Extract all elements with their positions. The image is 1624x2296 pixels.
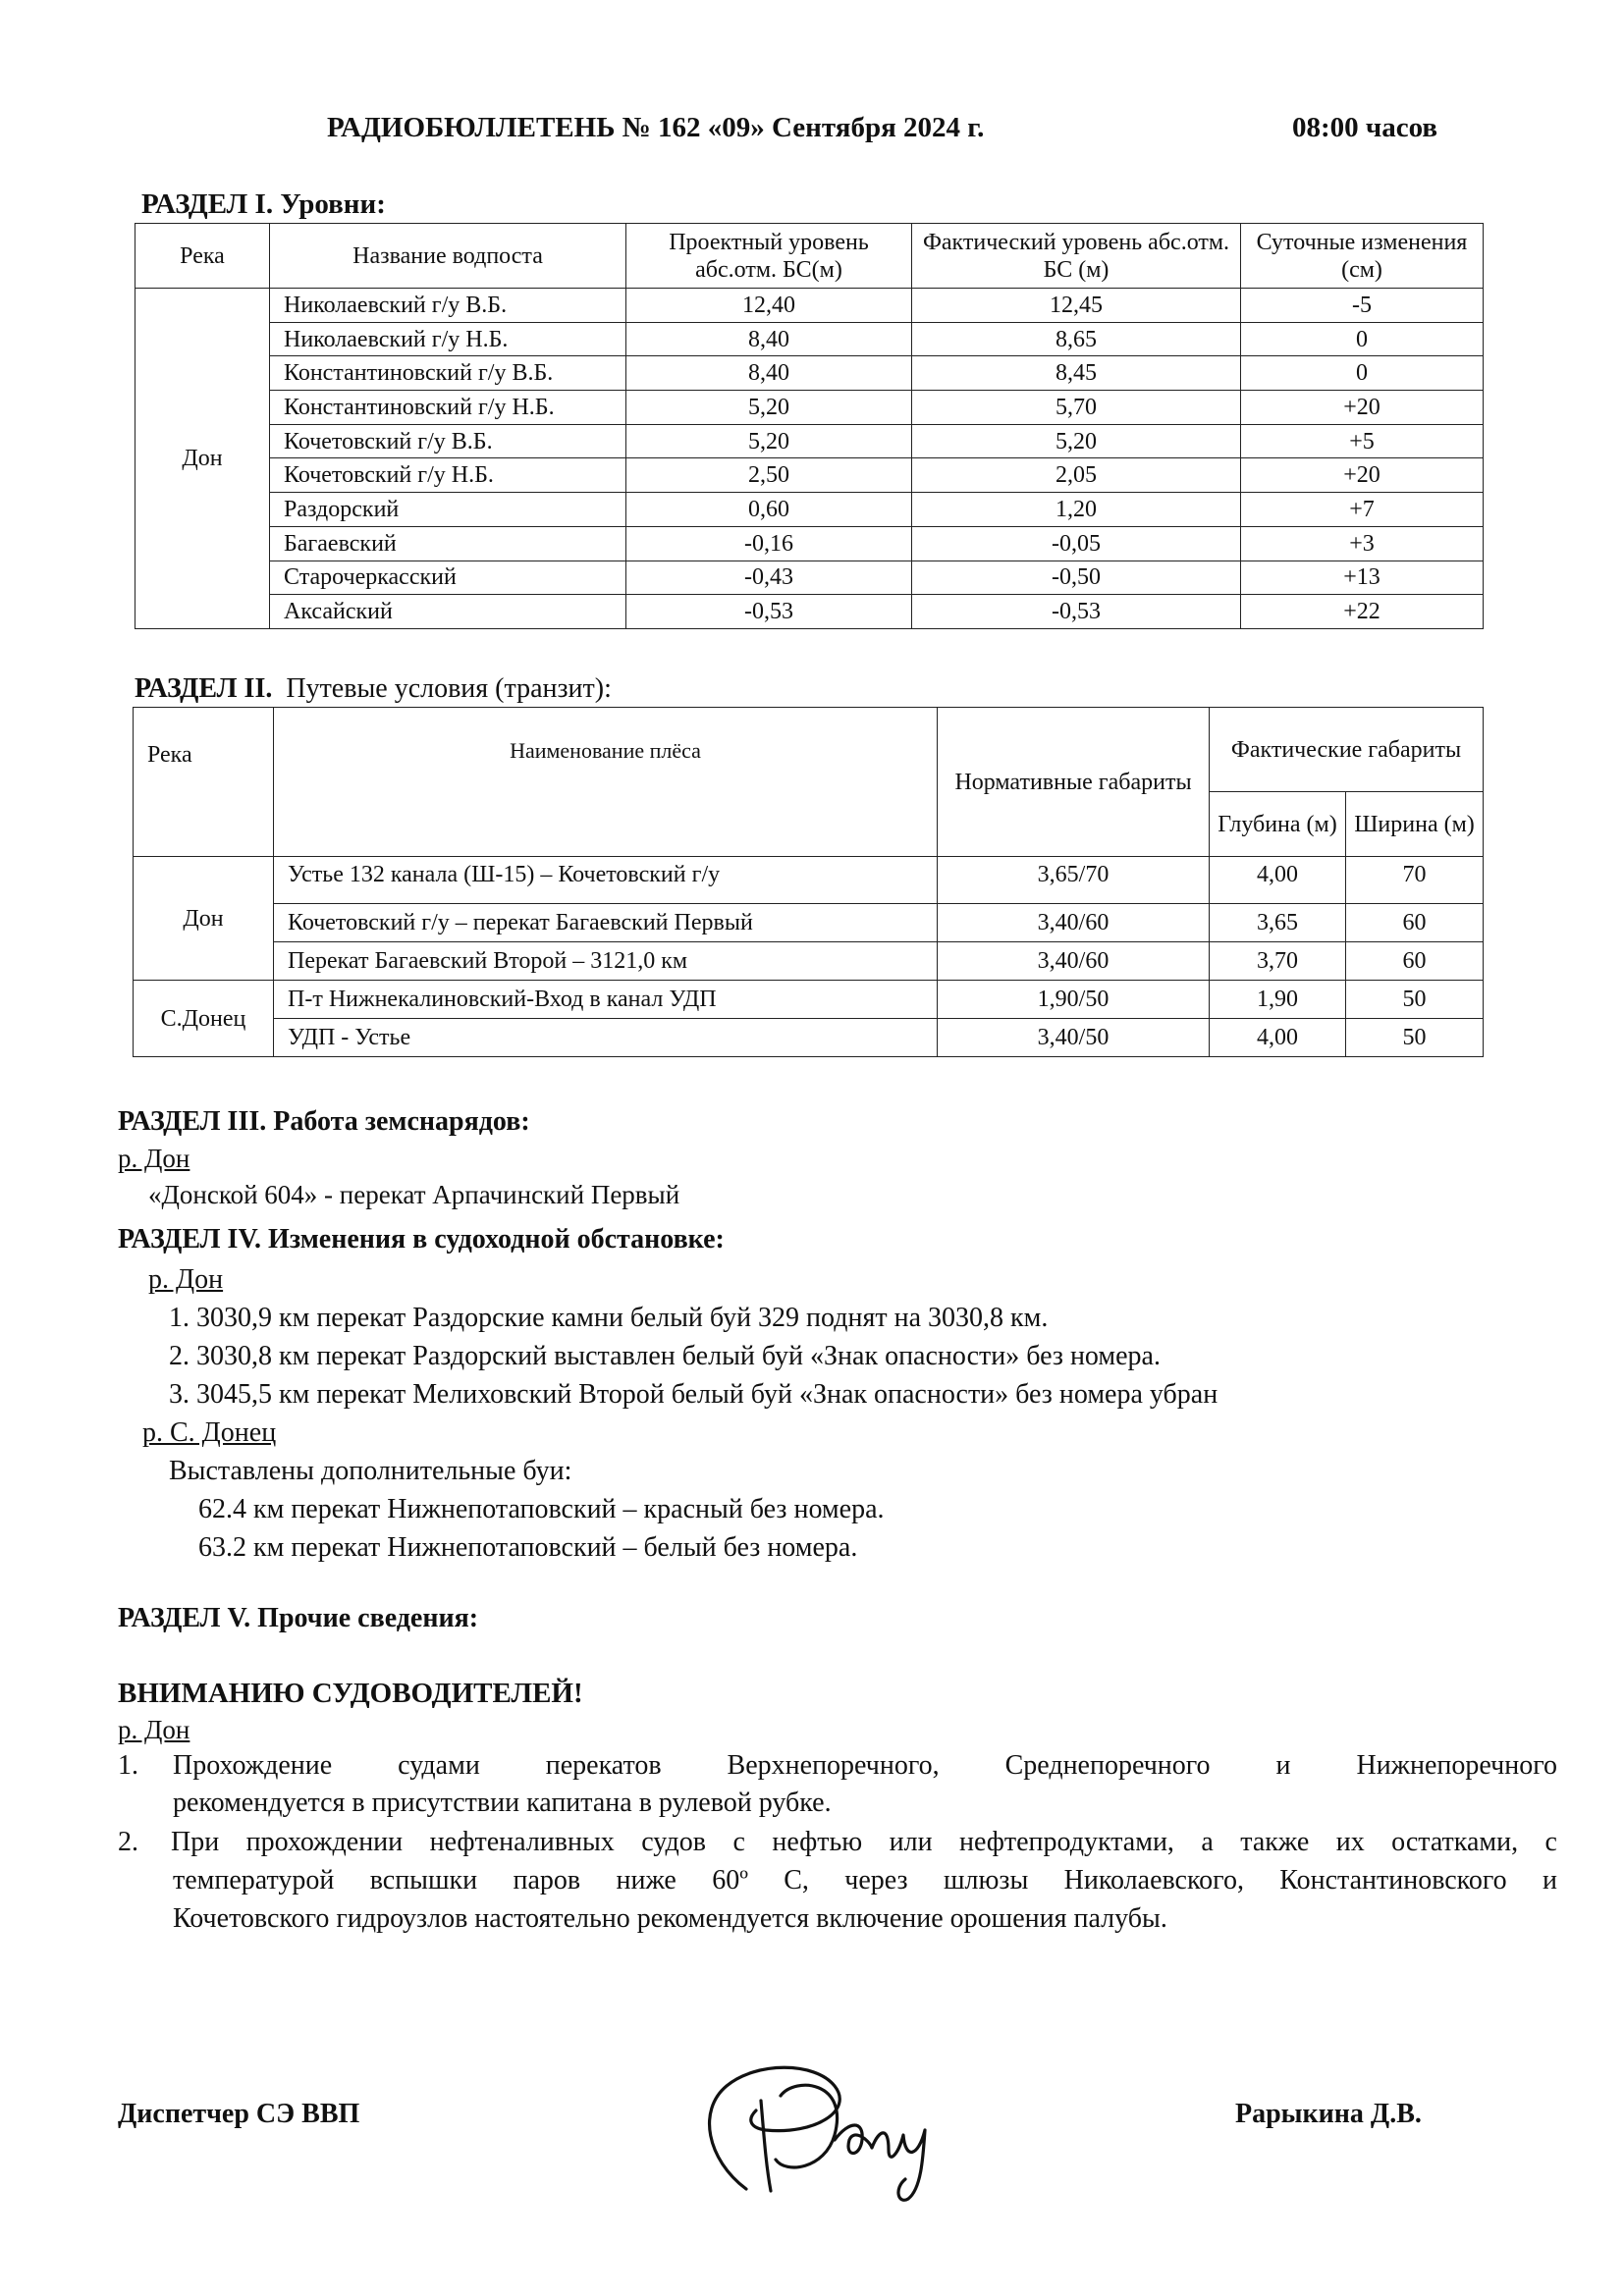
levels-row: [135, 424, 1484, 458]
bulletin-time: 08:00 часов: [1292, 112, 1438, 143]
attention-item-2-number: 2.: [118, 1827, 138, 1857]
levels-header-row: [135, 224, 1484, 289]
col-header-daily-change: Суточные изменения (см): [1241, 224, 1484, 289]
section5-heading: РАЗДЕЛ V. Прочие сведения:: [118, 1603, 479, 1633]
actual-depth-value: 3,70: [1210, 942, 1346, 981]
col-header-depth: Глубина (м): [1210, 792, 1346, 857]
actual-width-value: 70: [1346, 857, 1484, 904]
project-level-value: -0,16: [626, 526, 912, 561]
section4-buoys-intro: Выставлены дополнительные буи:: [169, 1456, 572, 1486]
project-level-value: 12,40: [626, 289, 912, 323]
actual-level-value: 8,65: [912, 322, 1241, 356]
levels-row: [135, 595, 1484, 629]
levels-row: [135, 458, 1484, 493]
levels-row: [135, 322, 1484, 356]
bulletin-title: РАДИОБЮЛЛЕТЕНЬ № 162 «09» Сентября 2024 г.: [327, 112, 985, 143]
section2-heading: [135, 672, 612, 706]
project-level-value: -0,53: [626, 595, 912, 629]
daily-change-value: +20: [1241, 391, 1484, 425]
section4-buoy-2: 63.2 км перекат Нижнепотаповский – белый без номера.: [198, 1532, 858, 1563]
attention-item-1-line-1: Прохождение судами перекатов Верхнепоречного, Среднепоречного и Нижнепоречного: [173, 1750, 1557, 1781]
dispatcher-role: Диспетчер СЭ ВВП: [118, 2099, 360, 2129]
normative-dimensions-value: 3,40/50: [938, 1019, 1210, 1057]
col-header-actual-level: Фактический уровень абс.отм. БС (м): [912, 224, 1241, 289]
transit-row: [134, 942, 1484, 981]
levels-table: [135, 223, 1484, 629]
attention-item-2-line-1: При прохождении нефтеналивных судов с нефтью или нефтепродуктами, а также их остатками, с: [171, 1827, 1557, 1857]
section2-heading-number: РАЗДЕЛ II.: [135, 673, 273, 704]
col-header-post: Название водпоста: [270, 224, 626, 289]
section4-item-3: 3. 3045,5 км перекат Мелиховский Второй белый буй «Знак опасности» без номера убран: [169, 1379, 1218, 1410]
actual-level-value: 12,45: [912, 289, 1241, 323]
section4-buoy-1: 62.4 км перекат Нижнепотаповский – красный без номера.: [198, 1494, 885, 1524]
actual-level-value: 5,70: [912, 391, 1241, 425]
actual-depth-value: 4,00: [1210, 857, 1346, 904]
gauge-post-name: Кочетовский г/у В.Б.: [270, 424, 626, 458]
section4-heading: РАЗДЕЛ IV. Изменения в судоходной обстановке:: [118, 1224, 725, 1255]
transit-row: [134, 1019, 1484, 1057]
actual-level-value: 2,05: [912, 458, 1241, 493]
actual-depth-value: 3,65: [1210, 904, 1346, 942]
gauge-post-name: Раздорский: [270, 493, 626, 527]
reach-name: Устье 132 канала (Ш-15) – Кочетовский г/у: [274, 857, 938, 904]
attention-item-1-line-2: рекомендуется в присутствии капитана в рулевой рубке.: [173, 1788, 832, 1818]
gauge-post-name: Николаевский г/у Н.Б.: [270, 322, 626, 356]
section3-river: р. Дон: [118, 1144, 190, 1173]
section1-heading: РАЗДЕЛ I. Уровни:: [141, 188, 386, 220]
attention-item-1-number: 1.: [118, 1750, 138, 1781]
actual-width-value: 60: [1346, 904, 1484, 942]
daily-change-value: 0: [1241, 322, 1484, 356]
daily-change-value: +13: [1241, 561, 1484, 595]
attention-heading: ВНИМАНИЮ СУДОВОДИТЕЛЕЙ!: [118, 1678, 583, 1709]
normative-dimensions-value: 3,65/70: [938, 857, 1210, 904]
river-cell: Дон: [134, 857, 274, 981]
attention-river: р. Дон: [118, 1715, 190, 1744]
normative-dimensions-value: 3,40/60: [938, 904, 1210, 942]
transit-row: [134, 857, 1484, 904]
levels-row: [135, 391, 1484, 425]
daily-change-value: +3: [1241, 526, 1484, 561]
reach-name: УДП - Устье: [274, 1019, 938, 1057]
col-header-river: Река: [135, 224, 270, 289]
river-cell: Дон: [135, 289, 270, 629]
levels-row: [135, 356, 1484, 391]
gauge-post-name: Аксайский: [270, 595, 626, 629]
levels-row: [135, 289, 1484, 323]
normative-dimensions-value: 3,40/60: [938, 942, 1210, 981]
daily-change-value: +20: [1241, 458, 1484, 493]
river-cell: С.Донец: [134, 981, 274, 1057]
col-header-width: Ширина (м): [1346, 792, 1484, 857]
section4-item-2: 2. 3030,8 км перекат Раздорский выставлен белый буй «Знак опасности» без номера.: [169, 1341, 1161, 1371]
actual-level-value: 5,20: [912, 424, 1241, 458]
attention-item-2-line-3: Кочетовского гидроузлов настоятельно рекомендуется включение орошения палубы.: [173, 1903, 1167, 1934]
daily-change-value: +22: [1241, 595, 1484, 629]
project-level-value: -0,43: [626, 561, 912, 595]
gauge-post-name: Кочетовский г/у Н.Б.: [270, 458, 626, 493]
dispatcher-name: Рарыкина Д.В.: [1235, 2099, 1422, 2129]
gauge-post-name: Багаевский: [270, 526, 626, 561]
section3-heading: РАЗДЕЛ III. Работа земснарядов:: [118, 1106, 530, 1137]
reach-name: П-т Нижнекалиновский-Вход в канал УДП: [274, 981, 938, 1019]
gauge-post-name: Старочеркасский: [270, 561, 626, 595]
project-level-value: 8,40: [626, 322, 912, 356]
actual-level-value: -0,05: [912, 526, 1241, 561]
daily-change-value: 0: [1241, 356, 1484, 391]
levels-row: [135, 493, 1484, 527]
col-header-river: Река: [134, 708, 274, 857]
transit-row: [134, 904, 1484, 942]
signature: [687, 2042, 982, 2209]
project-level-value: 2,50: [626, 458, 912, 493]
normative-dimensions-value: 1,90/50: [938, 981, 1210, 1019]
actual-depth-value: 4,00: [1210, 1019, 1346, 1057]
project-level-value: 5,20: [626, 424, 912, 458]
col-header-project-level: Проектный уровень абс.отм. БС(м): [626, 224, 912, 289]
daily-change-value: +7: [1241, 493, 1484, 527]
actual-level-value: 1,20: [912, 493, 1241, 527]
gauge-post-name: Константиновский г/у В.Б.: [270, 356, 626, 391]
section4-item-1: 1. 3030,9 км перекат Раздорские камни белый буй 329 поднят на 3030,8 км.: [169, 1303, 1049, 1333]
reach-name: Кочетовский г/у – перекат Багаевский Первый: [274, 904, 938, 942]
project-level-value: 8,40: [626, 356, 912, 391]
section3-dredger-line: «Донской 604» - перекат Арпачинский Первый: [148, 1180, 680, 1209]
transit-table: [133, 707, 1484, 1057]
reach-name: Перекат Багаевский Второй – 3121,0 км: [274, 942, 938, 981]
col-header-reach: Наименование плёса: [274, 708, 938, 857]
transit-header-row-1: [134, 708, 1484, 792]
actual-level-value: 8,45: [912, 356, 1241, 391]
actual-depth-value: 1,90: [1210, 981, 1346, 1019]
daily-change-value: +5: [1241, 424, 1484, 458]
project-level-value: 0,60: [626, 493, 912, 527]
levels-row: [135, 526, 1484, 561]
project-level-value: 5,20: [626, 391, 912, 425]
actual-width-value: 50: [1346, 1019, 1484, 1057]
section2-heading-text: Путевые условия (транзит):: [286, 673, 612, 704]
actual-level-value: -0,53: [912, 595, 1241, 629]
col-header-normative: Нормативные габариты: [938, 708, 1210, 857]
gauge-post-name: Константиновский г/у Н.Б.: [270, 391, 626, 425]
col-header-actual-dimensions: Фактические габариты: [1210, 708, 1484, 792]
section4-river-donets: р. С. Донец: [142, 1417, 277, 1448]
attention-item-2-line-2: температурой вспышки паров ниже 60º С, через шлюзы Николаевского, Константиновского и: [173, 1865, 1557, 1896]
levels-row: [135, 561, 1484, 595]
gauge-post-name: Николаевский г/у В.Б.: [270, 289, 626, 323]
actual-width-value: 50: [1346, 981, 1484, 1019]
section4-river-don: р. Дон: [148, 1264, 224, 1295]
daily-change-value: -5: [1241, 289, 1484, 323]
actual-width-value: 60: [1346, 942, 1484, 981]
transit-row: [134, 981, 1484, 1019]
actual-level-value: -0,50: [912, 561, 1241, 595]
